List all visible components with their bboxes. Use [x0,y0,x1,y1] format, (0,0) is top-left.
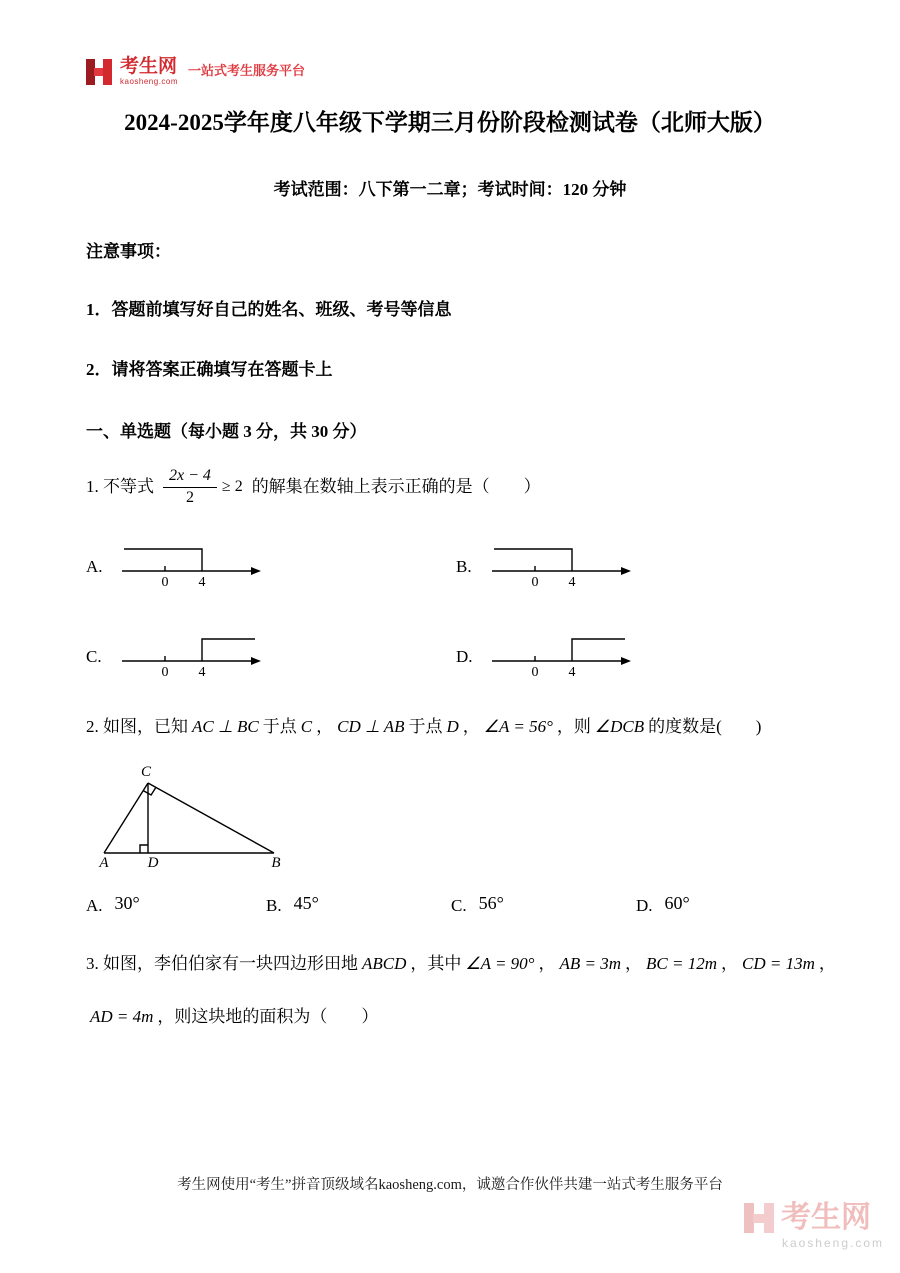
q2-option-c-label: C. [451,896,467,915]
q2-option-c [451,895,636,918]
question-1-text [86,463,541,511]
notice-item-1: 1．答题前填写好自己的姓名、班级、考号等信息 [86,300,452,319]
q1-option-c-numberline-figure [122,628,262,678]
fraction-denominator: 2 [185,488,194,506]
tick-label-0: 0 [531,575,539,588]
tick-label-4: 4 [198,665,206,678]
logo-domain: kaosheng.com [120,77,179,86]
watermark-brand: 考生网 [780,1201,871,1234]
question-3-text-line-1: 3. 如图，李伯伯家有一块四边形田地 ABCD ，其中 ∠A = 90° ， AB = 3m ， BC = 12m ， CD = 13m ， [86,954,836,973]
logo-tagline: 一站式考生服务平台 [188,63,306,79]
exam-title: 2024-2025学年度八年级下学期三月份阶段检测试卷（北师大版） [124,110,776,135]
exam-subtitle: 考试范围：八下第一二章；考试时间：120 分钟 [273,180,627,199]
q2-option-a-value: 30° [114,893,140,913]
q2-option-d-label: D. [636,896,653,915]
tick-label-4: 4 [568,575,576,588]
vertex-label-d: D [147,855,159,871]
fraction-relation: ≥ 2 [221,477,243,495]
question-1-fraction [163,467,243,507]
q1-option-d-label: D. [456,646,473,666]
watermark-domain: kaosheng.com [781,1236,884,1250]
kaosheng-logo [86,57,305,86]
section-1-heading: 一、单选题（每小题 3 分，共 30 分） [86,422,367,441]
kaosheng-logo-icon [86,59,112,85]
question-2-triangle-figure [96,763,286,880]
question-1-suffix: 的解集在数轴上表示正确的是（ ） [251,476,541,496]
q1-option-b [456,538,826,588]
q1-option-a-label: A. [86,556,103,576]
tick-label-4: 4 [198,575,206,588]
question-1-options [86,538,826,678]
watermark-row [744,1203,884,1233]
question-2-text: 2. 如图，已知 AC ⊥ BC 于点 C ， CD ⊥ AB 于点 D ， ∠A = 56° ，则 ∠DCB 的度数是( ) [86,717,762,736]
q1-option-b-label: B. [456,556,472,576]
q2-option-b-label: B. [266,896,282,915]
tick-label-0: 0 [531,665,539,678]
q1-option-c [86,628,456,678]
logo-text-block [120,57,178,86]
q2-option-b [266,895,451,918]
question-3-text-line-2: AD = 4m ，则这块地的面积为（ ） [90,1007,379,1026]
q2-option-c-value: 56° [478,893,504,913]
notice-heading: 注意事项： [86,242,171,261]
vertex-label-c: C [140,764,152,780]
q1-option-d-numberline-figure [492,628,632,678]
q1-option-a [86,538,456,588]
q2-option-a-label: A. [86,896,103,915]
notice-item-2: 2．请将答案正确填写在答题卡上 [86,360,333,379]
page-footer-text: 考生网使用“考生”拼音顶级域名kaosheng.com，诚邀合作伙伴共建一站式考生服务平台 [177,1177,723,1193]
vertex-label-b: B [271,855,281,871]
q1-option-b-numberline-figure [492,538,632,588]
q2-option-d-value: 60° [664,893,690,913]
kaosheng-watermark [744,1203,884,1252]
q2-option-a [86,895,266,918]
triangle-diagram [96,763,286,873]
q1-option-c-label: C. [86,646,102,666]
logo-brand: 考生网 [120,56,178,77]
q1-option-a-numberline-figure [122,538,262,588]
fraction [163,467,217,507]
fraction-numerator: 2x − 4 [163,467,217,487]
q2-option-d [636,895,821,918]
q2-option-b-value: 45° [293,893,319,913]
tick-label-4: 4 [568,665,576,678]
question-2-options [86,895,821,918]
question-1-prefix: 1. 不等式 [86,476,154,496]
tick-label-0: 0 [161,575,169,588]
kaosheng-watermark-icon [744,1203,774,1233]
vertex-label-a: A [99,855,109,871]
q1-option-d [456,628,826,678]
tick-label-0: 0 [161,665,169,678]
